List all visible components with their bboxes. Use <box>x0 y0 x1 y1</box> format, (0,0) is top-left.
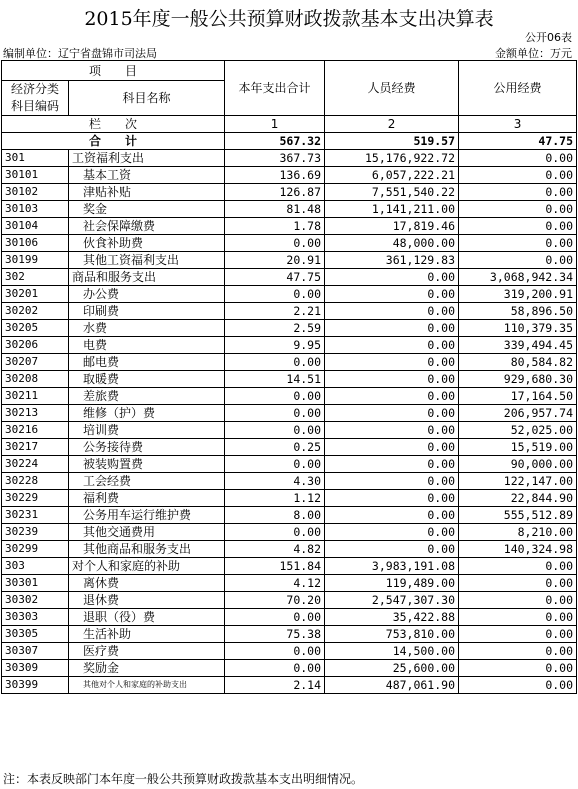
row-public: 0.00 <box>459 609 577 626</box>
row-code: 30302 <box>2 592 69 609</box>
row-name: 奖金 <box>69 201 225 218</box>
table-row <box>2 558 577 575</box>
row-public: 0.00 <box>459 201 577 218</box>
row-name: 对个人和家庭的补助 <box>69 558 225 575</box>
row-personnel: 0.00 <box>325 371 459 388</box>
row-total: 0.00 <box>225 405 325 422</box>
row-personnel: 0.00 <box>325 473 459 490</box>
row-total: 4.12 <box>225 575 325 592</box>
row-total: 8.00 <box>225 507 325 524</box>
row-public: 110,379.35 <box>459 320 577 337</box>
row-name: 办公费 <box>69 286 225 303</box>
table-row <box>2 507 577 524</box>
row-total: 70.20 <box>225 592 325 609</box>
row-total: 0.00 <box>225 643 325 660</box>
page-title: 2015年度一般公共预算财政拨款基本支出决算表 <box>84 8 494 30</box>
row-personnel: 17,819.46 <box>325 218 459 235</box>
row-code: 30216 <box>2 422 69 439</box>
row-total: 0.00 <box>225 235 325 252</box>
row-name: 退休费 <box>69 592 225 609</box>
header-public: 公用经费 <box>459 61 577 116</box>
row-total: 0.00 <box>225 524 325 541</box>
row-public: 0.00 <box>459 626 577 643</box>
table-row <box>2 592 577 609</box>
row-public: 319,200.91 <box>459 286 577 303</box>
row-public: 17,164.50 <box>459 388 577 405</box>
row-personnel: 25,600.00 <box>325 660 459 677</box>
row-total: 0.00 <box>225 388 325 405</box>
row-total: 0.00 <box>225 354 325 371</box>
row-personnel: 0.00 <box>325 354 459 371</box>
row-name: 其他对个人和家庭的补助支出 <box>69 677 225 694</box>
row-public: 0.00 <box>459 677 577 694</box>
sum-label: 合 计 <box>2 133 225 150</box>
table-row <box>2 456 577 473</box>
row-name: 培训费 <box>69 422 225 439</box>
row-personnel: 48,000.00 <box>325 235 459 252</box>
row-name: 离休费 <box>69 575 225 592</box>
row-total: 151.84 <box>225 558 325 575</box>
row-personnel: 487,061.90 <box>325 677 459 694</box>
row-public: 122,147.00 <box>459 473 577 490</box>
row-name: 水费 <box>69 320 225 337</box>
table-row <box>2 490 577 507</box>
header-code: 经济分类 科目编码 <box>2 81 69 116</box>
row-personnel: 0.00 <box>325 303 459 320</box>
row-total: 9.95 <box>225 337 325 354</box>
row-total: 47.75 <box>225 269 325 286</box>
footnote: 注：本表反映部门本年度一般公共预算财政拨款基本支出明细情况。 <box>3 772 364 786</box>
table-row <box>2 677 577 694</box>
row-code: 30213 <box>2 405 69 422</box>
table-row <box>2 371 577 388</box>
table-row <box>2 235 577 252</box>
row-personnel: 3,983,191.08 <box>325 558 459 575</box>
row-total: 0.25 <box>225 439 325 456</box>
row-name: 社会保障缴费 <box>69 218 225 235</box>
sum-public: 47.75 <box>459 133 577 150</box>
row-public: 3,068,942.34 <box>459 269 577 286</box>
row-public: 0.00 <box>459 252 577 269</box>
row-total: 367.73 <box>225 150 325 167</box>
row-personnel: 0.00 <box>325 422 459 439</box>
row-personnel: 2,547,307.30 <box>325 592 459 609</box>
table-row <box>2 388 577 405</box>
header-total: 本年支出合计 <box>225 61 325 116</box>
row-personnel: 0.00 <box>325 286 459 303</box>
row-personnel: 6,057,222.21 <box>325 167 459 184</box>
row-total: 0.00 <box>225 456 325 473</box>
row-public: 0.00 <box>459 643 577 660</box>
row-code: 30201 <box>2 286 69 303</box>
header-item: 项 目 <box>2 61 225 81</box>
row-public: 929,680.30 <box>459 371 577 388</box>
sum-total: 567.32 <box>225 133 325 150</box>
row-code: 30199 <box>2 252 69 269</box>
table-row <box>2 524 577 541</box>
row-public: 0.00 <box>459 592 577 609</box>
row-personnel: 15,176,922.72 <box>325 150 459 167</box>
table-row <box>2 626 577 643</box>
row-public: 0.00 <box>459 184 577 201</box>
row-personnel: 35,422.88 <box>325 609 459 626</box>
row-name: 印刷费 <box>69 303 225 320</box>
row-total: 20.91 <box>225 252 325 269</box>
table-row <box>2 473 577 490</box>
row-code: 301 <box>2 150 69 167</box>
row-name: 基本工资 <box>69 167 225 184</box>
row-personnel: 0.00 <box>325 320 459 337</box>
table-row <box>2 643 577 660</box>
row-personnel: 0.00 <box>325 337 459 354</box>
row-code: 30228 <box>2 473 69 490</box>
row-name: 维修（护）费 <box>69 405 225 422</box>
row-public: 206,957.74 <box>459 405 577 422</box>
row-code: 30211 <box>2 388 69 405</box>
row-code: 30231 <box>2 507 69 524</box>
row-total: 4.30 <box>225 473 325 490</box>
row-personnel: 1,141,211.00 <box>325 201 459 218</box>
row-code: 30303 <box>2 609 69 626</box>
row-personnel: 0.00 <box>325 456 459 473</box>
row-code: 30309 <box>2 660 69 677</box>
row-total: 4.82 <box>225 541 325 558</box>
row-total: 0.00 <box>225 286 325 303</box>
row-public: 0.00 <box>459 558 577 575</box>
row-public: 58,896.50 <box>459 303 577 320</box>
row-total: 0.00 <box>225 422 325 439</box>
row-public: 339,494.45 <box>459 337 577 354</box>
form-number: 公开06表 <box>525 31 572 44</box>
row-code: 302 <box>2 269 69 286</box>
row-name: 邮电费 <box>69 354 225 371</box>
row-code: 30299 <box>2 541 69 558</box>
row-name: 商品和服务支出 <box>69 269 225 286</box>
seq-1: 1 <box>225 116 325 133</box>
row-total: 126.87 <box>225 184 325 201</box>
row-public: 15,519.00 <box>459 439 577 456</box>
row-code: 30239 <box>2 524 69 541</box>
row-total: 0.00 <box>225 660 325 677</box>
row-name: 其他商品和服务支出 <box>69 541 225 558</box>
table-row <box>2 286 577 303</box>
row-total: 2.21 <box>225 303 325 320</box>
table-row <box>2 201 577 218</box>
table-row <box>2 609 577 626</box>
row-code: 30106 <box>2 235 69 252</box>
row-code: 30104 <box>2 218 69 235</box>
table-row <box>2 337 577 354</box>
table-row <box>2 150 577 167</box>
row-personnel: 0.00 <box>325 439 459 456</box>
seq-2: 2 <box>325 116 459 133</box>
org-label: 编制单位：辽宁省盘锦市司法局 <box>3 47 157 60</box>
row-personnel: 0.00 <box>325 269 459 286</box>
row-personnel: 361,129.83 <box>325 252 459 269</box>
row-code: 30301 <box>2 575 69 592</box>
row-personnel: 0.00 <box>325 507 459 524</box>
row-code: 30229 <box>2 490 69 507</box>
row-public: 0.00 <box>459 167 577 184</box>
row-name: 其他交通费用 <box>69 524 225 541</box>
row-public: 80,584.82 <box>459 354 577 371</box>
row-name: 其他工资福利支出 <box>69 252 225 269</box>
row-total: 2.14 <box>225 677 325 694</box>
row-total: 136.69 <box>225 167 325 184</box>
row-name: 电费 <box>69 337 225 354</box>
table-row <box>2 354 577 371</box>
table-row <box>2 184 577 201</box>
row-personnel: 14,500.00 <box>325 643 459 660</box>
row-personnel: 119,489.00 <box>325 575 459 592</box>
row-total: 0.00 <box>225 609 325 626</box>
row-code: 30101 <box>2 167 69 184</box>
seq-3: 3 <box>459 116 577 133</box>
row-code: 30307 <box>2 643 69 660</box>
row-public: 8,210.00 <box>459 524 577 541</box>
table-row <box>2 422 577 439</box>
row-public: 0.00 <box>459 660 577 677</box>
row-total: 14.51 <box>225 371 325 388</box>
table-row <box>2 660 577 677</box>
sum-personnel: 519.57 <box>325 133 459 150</box>
table-row <box>2 439 577 456</box>
row-name: 津贴补贴 <box>69 184 225 201</box>
table-row <box>2 541 577 558</box>
row-personnel: 753,810.00 <box>325 626 459 643</box>
row-public: 555,512.89 <box>459 507 577 524</box>
row-public: 0.00 <box>459 575 577 592</box>
row-code: 30207 <box>2 354 69 371</box>
row-code: 30102 <box>2 184 69 201</box>
table-row <box>2 320 577 337</box>
header-personnel: 人员经费 <box>325 61 459 116</box>
row-code: 30224 <box>2 456 69 473</box>
row-public: 22,844.90 <box>459 490 577 507</box>
table-row <box>2 269 577 286</box>
row-total: 75.38 <box>225 626 325 643</box>
row-total: 2.59 <box>225 320 325 337</box>
row-personnel: 0.00 <box>325 405 459 422</box>
table-row <box>2 218 577 235</box>
budget-table <box>1 60 577 694</box>
row-code: 30305 <box>2 626 69 643</box>
row-personnel: 0.00 <box>325 524 459 541</box>
row-total: 1.78 <box>225 218 325 235</box>
row-code: 30202 <box>2 303 69 320</box>
row-public: 0.00 <box>459 235 577 252</box>
row-code: 30217 <box>2 439 69 456</box>
row-name: 工会经费 <box>69 473 225 490</box>
row-name: 福利费 <box>69 490 225 507</box>
row-public: 52,025.00 <box>459 422 577 439</box>
table-row <box>2 252 577 269</box>
row-name: 生活补助 <box>69 626 225 643</box>
row-name: 退职（役）费 <box>69 609 225 626</box>
row-name: 被装购置费 <box>69 456 225 473</box>
row-code: 30103 <box>2 201 69 218</box>
row-name: 公务用车运行维护费 <box>69 507 225 524</box>
row-public: 140,324.98 <box>459 541 577 558</box>
row-public: 0.00 <box>459 218 577 235</box>
row-name: 公务接待费 <box>69 439 225 456</box>
row-public: 90,000.00 <box>459 456 577 473</box>
row-name: 工资福利支出 <box>69 150 225 167</box>
row-personnel: 0.00 <box>325 388 459 405</box>
table-row <box>2 303 577 320</box>
table-row <box>2 405 577 422</box>
row-name: 奖励金 <box>69 660 225 677</box>
row-code: 30206 <box>2 337 69 354</box>
row-code: 30208 <box>2 371 69 388</box>
row-public: 0.00 <box>459 150 577 167</box>
row-name: 差旅费 <box>69 388 225 405</box>
unit-label: 金额单位：万元 <box>495 47 572 60</box>
row-total: 81.48 <box>225 201 325 218</box>
row-name: 伙食补助费 <box>69 235 225 252</box>
row-code: 303 <box>2 558 69 575</box>
row-total: 1.12 <box>225 490 325 507</box>
row-name: 取暖费 <box>69 371 225 388</box>
row-code: 30399 <box>2 677 69 694</box>
row-code: 30205 <box>2 320 69 337</box>
row-name: 医疗费 <box>69 643 225 660</box>
table-row <box>2 167 577 184</box>
table-row <box>2 575 577 592</box>
row-personnel: 0.00 <box>325 490 459 507</box>
row-personnel: 0.00 <box>325 541 459 558</box>
seq-label: 栏 次 <box>2 116 225 133</box>
header-name: 科目名称 <box>69 81 225 116</box>
row-personnel: 7,551,540.22 <box>325 184 459 201</box>
